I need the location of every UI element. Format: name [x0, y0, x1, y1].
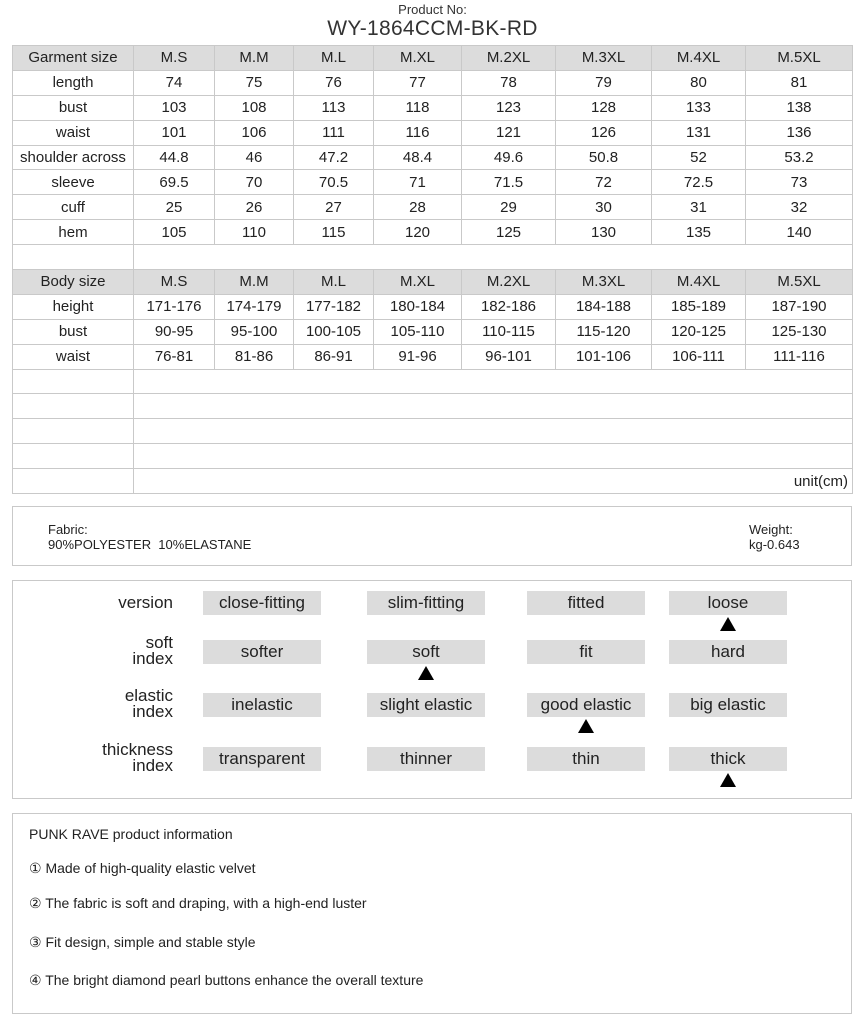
size-header: M.S [134, 270, 215, 295]
index-label-line: version [118, 593, 173, 612]
blank-cell [134, 394, 853, 419]
table-row [13, 145, 853, 170]
selected-triangle-icon [720, 617, 736, 631]
measure-value: 110-115 [462, 319, 556, 344]
measure-value: 48.4 [374, 145, 462, 170]
measure-value: 177-182 [294, 294, 374, 319]
unit-label: unit(cm) [134, 469, 853, 494]
measure-value: 31 [652, 195, 746, 220]
blank-row [13, 419, 853, 444]
index-label [13, 635, 173, 667]
size-header: M.XL [374, 270, 462, 295]
measure-name: waist [13, 120, 134, 145]
index-option: fit [527, 640, 645, 664]
measure-value: 81-86 [215, 344, 294, 369]
measure-value: 180-184 [374, 294, 462, 319]
info-title: PUNK RAVE product information [29, 826, 233, 842]
blank-cell [13, 245, 134, 270]
index-option: fitted [527, 591, 645, 615]
measure-name: sleeve [13, 170, 134, 195]
table-row [13, 195, 853, 220]
size-header: M.2XL [462, 46, 556, 71]
size-header: M.S [134, 46, 215, 71]
index-label [13, 595, 173, 611]
size-header: M.5XL [746, 46, 853, 71]
info-item: ④ The bright diamond pearl buttons enhance the overall texture [29, 972, 424, 988]
size-header: M.3XL [556, 270, 652, 295]
measure-value: 90-95 [134, 319, 215, 344]
measure-value: 71.5 [462, 170, 556, 195]
product-code: WY-1864CCM-BK-RD [327, 17, 538, 40]
measure-value: 101-106 [556, 344, 652, 369]
measure-value: 47.2 [294, 145, 374, 170]
size-header: M.3XL [556, 46, 652, 71]
measure-value: 111 [294, 120, 374, 145]
measure-value: 70.5 [294, 170, 374, 195]
size-header: M.2XL [462, 270, 556, 295]
size-header: M.M [215, 46, 294, 71]
index-label-line: elastic [124, 686, 173, 705]
measure-value: 123 [462, 95, 556, 120]
table-row [13, 220, 853, 245]
info-item: ③ Fit design, simple and stable style [29, 934, 256, 950]
blank-row [13, 444, 853, 469]
measure-value: 111-116 [746, 344, 853, 369]
measure-value: 113 [294, 95, 374, 120]
measure-value: 105-110 [374, 319, 462, 344]
index-option: transparent [203, 747, 321, 771]
garment-header-row [13, 46, 853, 71]
measure-value: 136 [746, 120, 853, 145]
measure-value: 26 [215, 195, 294, 220]
measure-value: 118 [374, 95, 462, 120]
index-option: big elastic [669, 693, 787, 717]
measure-value: 135 [652, 220, 746, 245]
index-option: close-fitting [203, 591, 321, 615]
measure-value: 131 [652, 120, 746, 145]
table-row [13, 120, 853, 145]
weight-label: Weight: [749, 522, 793, 537]
product-header [0, 2, 865, 41]
measure-value: 77 [374, 70, 462, 95]
index-option: hard [669, 640, 787, 664]
blank-cell [134, 245, 853, 270]
measure-value: 27 [294, 195, 374, 220]
index-option: thin [527, 747, 645, 771]
measure-value: 108 [215, 95, 294, 120]
table-row [13, 294, 853, 319]
body-title: Body size [13, 270, 134, 295]
measure-value: 101 [134, 120, 215, 145]
product-no-label: Product No: [398, 2, 467, 17]
product-info-box [12, 813, 852, 1014]
index-label-line: index [132, 702, 173, 721]
measure-value: 120-125 [652, 319, 746, 344]
measure-value: 133 [652, 95, 746, 120]
table-row [13, 344, 853, 369]
fabric-block [48, 522, 251, 552]
blank-row [13, 394, 853, 419]
measure-value: 187-190 [746, 294, 853, 319]
table-row [13, 319, 853, 344]
measure-value: 174-179 [215, 294, 294, 319]
measure-value: 46 [215, 145, 294, 170]
measure-value: 72.5 [652, 170, 746, 195]
measure-name: length [13, 70, 134, 95]
weight-value: kg-0.643 [749, 537, 800, 552]
measure-value: 126 [556, 120, 652, 145]
selected-triangle-icon [418, 666, 434, 680]
measure-value: 138 [746, 95, 853, 120]
measure-value: 53.2 [746, 145, 853, 170]
measure-value: 128 [556, 95, 652, 120]
blank-cell [13, 444, 134, 469]
measure-value: 121 [462, 120, 556, 145]
measure-value: 86-91 [294, 344, 374, 369]
measure-value: 52 [652, 145, 746, 170]
measure-value: 125-130 [746, 319, 853, 344]
measure-value: 44.8 [134, 145, 215, 170]
measure-name: hem [13, 220, 134, 245]
measure-value: 115-120 [556, 319, 652, 344]
index-option: softer [203, 640, 321, 664]
info-item: ① Made of high-quality elastic velvet [29, 860, 256, 876]
index-option: slim-fitting [367, 591, 485, 615]
measure-name: bust [13, 319, 134, 344]
weight-block [749, 522, 800, 552]
measure-value: 182-186 [462, 294, 556, 319]
fabric-info-box [12, 506, 852, 566]
size-header: M.L [294, 46, 374, 71]
blank-cell [13, 419, 134, 444]
measure-value: 106-111 [652, 344, 746, 369]
fabric-label: Fabric: [48, 522, 88, 537]
size-table [12, 45, 853, 494]
index-option: thick [669, 747, 787, 771]
blank-cell [13, 469, 134, 494]
measure-value: 171-176 [134, 294, 215, 319]
measure-value: 185-189 [652, 294, 746, 319]
blank-cell [13, 369, 134, 394]
index-label-line: soft [145, 633, 173, 652]
index-label-line: thickness [102, 740, 173, 759]
measure-value: 125 [462, 220, 556, 245]
size-header: M.M [215, 270, 294, 295]
blank-row [13, 469, 853, 494]
measure-value: 25 [134, 195, 215, 220]
index-option: thinner [367, 747, 485, 771]
blank-row [13, 245, 853, 270]
measure-value: 80 [652, 70, 746, 95]
measure-value: 70 [215, 170, 294, 195]
measure-value: 140 [746, 220, 853, 245]
index-label [13, 688, 173, 720]
measure-value: 28 [374, 195, 462, 220]
selected-triangle-icon [578, 719, 594, 733]
index-label-line: index [132, 649, 173, 668]
measure-value: 49.6 [462, 145, 556, 170]
size-header: M.L [294, 270, 374, 295]
measure-value: 116 [374, 120, 462, 145]
measure-value: 76 [294, 70, 374, 95]
index-label [13, 742, 173, 774]
index-label-line: index [132, 756, 173, 775]
measure-value: 110 [215, 220, 294, 245]
measure-value: 69.5 [134, 170, 215, 195]
blank-row [13, 369, 853, 394]
measure-value: 76-81 [134, 344, 215, 369]
measure-value: 115 [294, 220, 374, 245]
body-header-row [13, 270, 853, 295]
garment-title: Garment size [13, 46, 134, 71]
measure-value: 103 [134, 95, 215, 120]
measure-name: height [13, 294, 134, 319]
blank-cell [134, 369, 853, 394]
info-item: ② The fabric is soft and draping, with a high-end luster [29, 895, 367, 911]
blank-cell [134, 444, 853, 469]
measure-value: 81 [746, 70, 853, 95]
measure-value: 106 [215, 120, 294, 145]
measure-value: 30 [556, 195, 652, 220]
measure-name: waist [13, 344, 134, 369]
selected-triangle-icon [720, 773, 736, 787]
fit-index-box [12, 580, 852, 799]
measure-value: 91-96 [374, 344, 462, 369]
blank-cell [13, 394, 134, 419]
measure-value: 50.8 [556, 145, 652, 170]
measure-value: 74 [134, 70, 215, 95]
index-option: soft [367, 640, 485, 664]
measure-value: 75 [215, 70, 294, 95]
size-header: M.4XL [652, 46, 746, 71]
size-header: M.XL [374, 46, 462, 71]
measure-value: 78 [462, 70, 556, 95]
measure-name: bust [13, 95, 134, 120]
index-option: slight elastic [367, 693, 485, 717]
measure-name: cuff [13, 195, 134, 220]
fabric-value: 90%POLYESTER 10%ELASTANE [48, 537, 252, 552]
measure-value: 184-188 [556, 294, 652, 319]
measure-value: 100-105 [294, 319, 374, 344]
measure-value: 79 [556, 70, 652, 95]
index-option: inelastic [203, 693, 321, 717]
blank-cell [134, 419, 853, 444]
size-header: M.4XL [652, 270, 746, 295]
measure-name: shoulder across [13, 145, 134, 170]
measure-value: 105 [134, 220, 215, 245]
measure-value: 96-101 [462, 344, 556, 369]
measure-value: 95-100 [215, 319, 294, 344]
measure-value: 73 [746, 170, 853, 195]
index-option: loose [669, 591, 787, 615]
measure-value: 71 [374, 170, 462, 195]
measure-value: 72 [556, 170, 652, 195]
index-option: good elastic [527, 693, 645, 717]
measure-value: 29 [462, 195, 556, 220]
measure-value: 120 [374, 220, 462, 245]
table-row [13, 170, 853, 195]
table-row [13, 95, 853, 120]
size-header: M.5XL [746, 270, 853, 295]
table-row [13, 70, 853, 95]
measure-value: 32 [746, 195, 853, 220]
measure-value: 130 [556, 220, 652, 245]
